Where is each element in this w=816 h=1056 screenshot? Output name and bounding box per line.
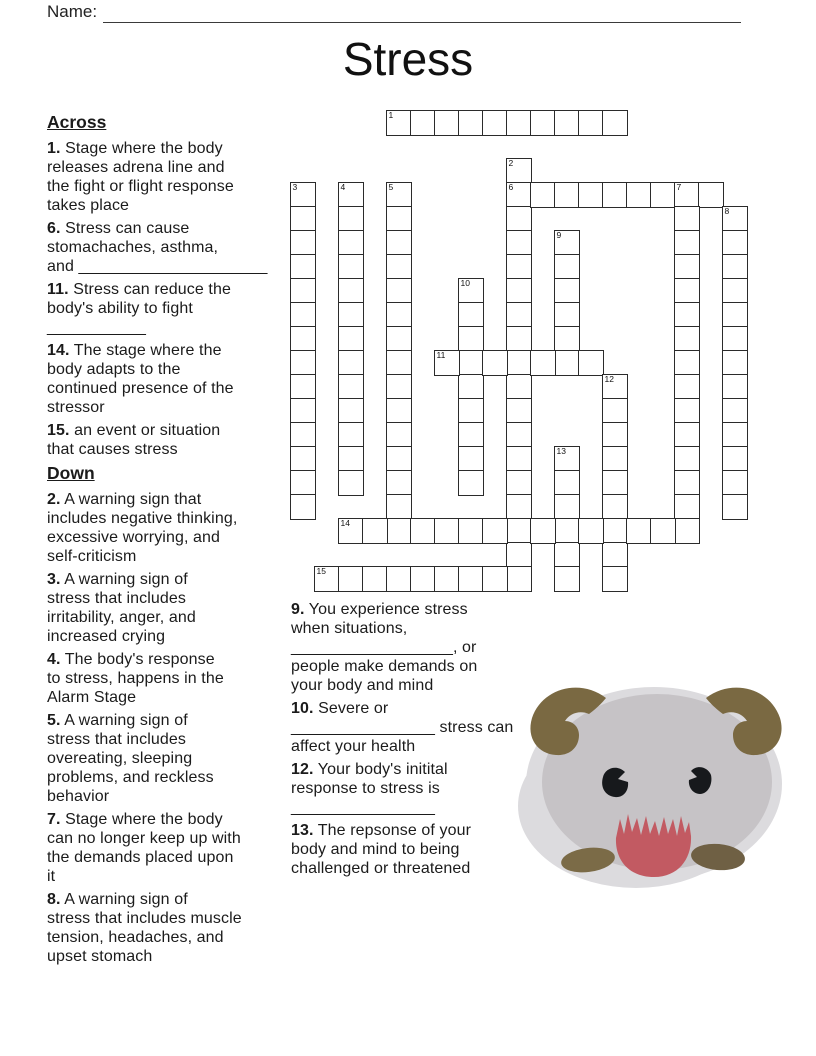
grid-cell[interactable] (482, 110, 508, 136)
grid-cell[interactable] (386, 350, 412, 376)
grid-cell[interactable] (386, 446, 412, 472)
grid-cell[interactable] (506, 206, 532, 232)
down-clues-list (47, 490, 285, 966)
grid-cell[interactable] (554, 230, 580, 256)
grid-cell[interactable] (458, 470, 484, 496)
clue-13: 13. The repsonse of your body and mind to being challenged or threatened (291, 822, 471, 877)
clue-3: 3. A warning sign of stress that includes irritability, anger, and increased crying (47, 571, 196, 645)
grid-cell[interactable] (290, 254, 316, 280)
grid-cell[interactable] (506, 302, 532, 328)
clue-8: 8. A warning sign of stress that includes muscle tension, headaches, and upset stomach (47, 891, 242, 965)
grid-cell[interactable] (458, 566, 484, 592)
grid-cell[interactable] (410, 518, 436, 544)
grid-cell[interactable] (290, 326, 316, 352)
grid-cell[interactable] (722, 326, 748, 352)
grid-cell[interactable] (338, 470, 364, 496)
grid-cell[interactable] (506, 110, 532, 136)
grid-cell[interactable] (554, 518, 580, 544)
clue-14: 14. The stage where the body adapts to the continued presence of the stressor (47, 342, 234, 416)
grid-cell[interactable] (554, 350, 580, 376)
grid-cell[interactable] (338, 374, 364, 400)
grid-cell[interactable] (554, 470, 580, 496)
clue-1: 1. Stage where the body releases adrena line and the fight or flight response takes place (47, 140, 234, 214)
grid-cell[interactable] (722, 254, 748, 280)
grid-cell[interactable] (458, 302, 484, 328)
clue-number: 11. (47, 281, 69, 298)
grid-cell[interactable] (362, 566, 388, 592)
grid-cell[interactable] (434, 110, 460, 136)
down-header: Down (47, 463, 95, 483)
grid-cell[interactable] (386, 398, 412, 424)
grid-cell[interactable] (362, 518, 388, 544)
clue-number: 6. (47, 220, 61, 237)
grid-cell[interactable] (386, 518, 412, 544)
grid-cell[interactable] (386, 326, 412, 352)
grid-cell[interactable] (578, 518, 604, 544)
clue-15: 15. an event or situation that causes stress (47, 422, 221, 458)
grid-cell[interactable] (722, 350, 748, 376)
clue-11: 11. Stress can reduce the body's ability to fight ___________ (47, 281, 231, 336)
grid-cell[interactable] (338, 518, 364, 544)
clue-number: 2. (47, 491, 61, 508)
grid-cell[interactable] (410, 566, 436, 592)
grid-cell[interactable] (506, 278, 532, 304)
grid-cell[interactable] (722, 374, 748, 400)
clues-right-column (291, 600, 523, 882)
clue-number: 5. (47, 712, 61, 729)
grid-cell[interactable] (290, 350, 316, 376)
grid-cell[interactable] (410, 110, 436, 136)
grid-cell[interactable] (386, 206, 412, 232)
clue-number: 15. (47, 422, 70, 439)
cell-number: 3 (292, 182, 298, 192)
grid-cell[interactable] (506, 158, 532, 184)
grid-cell[interactable] (602, 494, 628, 520)
grid-cell[interactable] (386, 422, 412, 448)
grid-cell[interactable] (506, 518, 532, 544)
cell-number: 7 (676, 182, 682, 192)
grid-cell[interactable] (290, 494, 316, 520)
grid-cell[interactable] (386, 374, 412, 400)
grid-cell[interactable] (674, 350, 700, 376)
grid-cell[interactable] (554, 542, 580, 568)
grid-cell[interactable] (506, 494, 532, 520)
grid-cell[interactable] (674, 398, 700, 424)
grid-cell[interactable] (578, 350, 604, 376)
clue-7: 7. Stage where the body can no longer keep up with the demands placed upon it (47, 811, 241, 885)
poro-left-eye-icon (602, 768, 628, 797)
grid-cell[interactable] (674, 470, 700, 496)
grid-cell[interactable] (338, 278, 364, 304)
cell-number: 14 (340, 518, 350, 528)
grid-cell[interactable] (386, 494, 412, 520)
grid-cell[interactable] (674, 494, 700, 520)
grid-cell[interactable] (458, 350, 484, 376)
grid-cell[interactable] (338, 446, 364, 472)
grid-cell[interactable] (674, 326, 700, 352)
grid-cell[interactable] (386, 302, 412, 328)
grid-cell[interactable] (338, 182, 364, 208)
clue-number: 8. (47, 891, 61, 908)
grid-cell[interactable] (338, 206, 364, 232)
grid-cell[interactable] (458, 518, 484, 544)
grid-cell[interactable] (458, 446, 484, 472)
cell-number: 1 (388, 110, 394, 120)
grid-cell[interactable] (386, 254, 412, 280)
grid-cell[interactable] (506, 566, 532, 592)
grid-cell[interactable] (578, 110, 604, 136)
grid-cell[interactable] (554, 494, 580, 520)
cell-number: 12 (604, 374, 614, 384)
grid-cell[interactable] (554, 278, 580, 304)
grid-cell[interactable] (722, 206, 748, 232)
grid-cell[interactable] (338, 422, 364, 448)
clue-4: 4. The body's response to stress, happens in the Alarm Stage (47, 651, 224, 706)
grid-cell[interactable] (482, 350, 508, 376)
grid-cell[interactable] (290, 206, 316, 232)
grid-cell[interactable] (290, 470, 316, 496)
clue-number: 14. (47, 342, 70, 359)
grid-cell[interactable] (674, 446, 700, 472)
grid-cell[interactable] (674, 182, 700, 208)
grid-cell[interactable] (506, 254, 532, 280)
grid-cell[interactable] (554, 446, 580, 472)
name-input-line[interactable] (103, 2, 741, 23)
grid-cell[interactable] (674, 206, 700, 232)
down-clues-continued-list (291, 600, 523, 878)
grid-cell[interactable] (386, 182, 412, 208)
grid-cell[interactable] (722, 278, 748, 304)
grid-cell[interactable] (722, 494, 748, 520)
grid-cell[interactable] (434, 350, 460, 376)
grid-cell[interactable] (722, 422, 748, 448)
grid-cell[interactable] (602, 422, 628, 448)
grid-cell[interactable] (338, 230, 364, 256)
grid-cell[interactable] (290, 230, 316, 256)
cell-number: 9 (556, 230, 562, 240)
grid-cell[interactable] (290, 182, 316, 208)
cell-number: 5 (388, 182, 394, 192)
grid-cell[interactable] (482, 566, 508, 592)
grid-cell[interactable] (722, 302, 748, 328)
grid-cell[interactable] (674, 374, 700, 400)
grid-cell[interactable] (314, 566, 340, 592)
cell-number: 11 (436, 350, 446, 360)
grid-cell[interactable] (674, 278, 700, 304)
clue-number: 3. (47, 571, 61, 588)
grid-cell[interactable] (458, 422, 484, 448)
grid-cell[interactable] (602, 374, 628, 400)
grid-cell[interactable] (722, 230, 748, 256)
across-header: Across (47, 112, 107, 132)
clue-number: 7. (47, 811, 61, 828)
grid-cell[interactable] (434, 566, 460, 592)
grid-cell[interactable] (650, 518, 676, 544)
grid-cell[interactable] (674, 422, 700, 448)
cell-number: 13 (556, 446, 566, 456)
grid-cell[interactable] (506, 326, 532, 352)
clue-6: 6. Stress can cause stomachaches, asthma, and _____________________ (47, 220, 268, 275)
grid-cell[interactable] (554, 566, 580, 592)
grid-cell[interactable] (506, 470, 532, 496)
cell-number: 6 (508, 182, 514, 192)
poro-mascot-image (516, 666, 796, 896)
grid-cell[interactable] (458, 398, 484, 424)
grid-cell[interactable] (386, 470, 412, 496)
grid-cell[interactable] (386, 278, 412, 304)
cell-number: 15 (316, 566, 326, 576)
clue-number: 9. (291, 601, 305, 618)
grid-cell[interactable] (554, 182, 580, 208)
grid-cell[interactable] (602, 182, 628, 208)
clue-9: 9. You experience stress when situations, __________________, or people make demands on your body and mind (291, 601, 478, 694)
grid-cell[interactable] (602, 446, 628, 472)
grid-cell[interactable] (386, 566, 412, 592)
grid-cell[interactable] (506, 230, 532, 256)
grid-cell[interactable] (530, 350, 556, 376)
grid-cell[interactable] (290, 278, 316, 304)
grid-cell[interactable] (386, 110, 412, 136)
grid-cell[interactable] (602, 110, 628, 136)
grid-cell[interactable] (698, 182, 724, 208)
grid-cell[interactable] (434, 518, 460, 544)
grid-cell[interactable] (674, 230, 700, 256)
clue-2: 2. A warning sign that includes negative thinking, excessive worrying, and self-criticism (47, 491, 238, 565)
grid-cell[interactable] (290, 374, 316, 400)
grid-cell[interactable] (290, 446, 316, 472)
grid-cell[interactable] (506, 446, 532, 472)
cell-number: 8 (724, 206, 730, 216)
grid-cell[interactable] (578, 182, 604, 208)
grid-cell[interactable] (602, 398, 628, 424)
grid-cell[interactable] (338, 326, 364, 352)
grid-cell[interactable] (674, 302, 700, 328)
grid-cell[interactable] (458, 326, 484, 352)
grid-cell[interactable] (722, 446, 748, 472)
grid-cell[interactable] (554, 326, 580, 352)
clue-number: 13. (291, 822, 314, 839)
grid-cell[interactable] (554, 302, 580, 328)
grid-cell[interactable] (602, 470, 628, 496)
grid-cell[interactable] (626, 518, 652, 544)
grid-cell[interactable] (506, 398, 532, 424)
grid-cell[interactable] (506, 542, 532, 568)
clues-left-column (47, 112, 285, 970)
grid-cell[interactable] (338, 350, 364, 376)
grid-cell[interactable] (458, 278, 484, 304)
name-label: Name: (47, 2, 98, 21)
puzzle-title: Stress (342, 33, 474, 85)
clue-5: 5. A warning sign of stress that includes overeating, sleeping problems, and reckless behavior (47, 712, 214, 805)
grid-cell[interactable] (458, 110, 484, 136)
grid-cell[interactable] (554, 110, 580, 136)
grid-cell[interactable] (554, 254, 580, 280)
grid-cell[interactable] (482, 518, 508, 544)
clue-number: 12. (291, 761, 314, 778)
grid-cell[interactable] (506, 350, 532, 376)
cell-number: 2 (508, 158, 514, 168)
clue-number: 1. (47, 140, 61, 157)
grid-cell[interactable] (650, 182, 676, 208)
grid-cell[interactable] (290, 302, 316, 328)
clue-number: 10. (291, 700, 314, 717)
cell-number: 4 (340, 182, 346, 192)
grid-cell[interactable] (530, 110, 556, 136)
grid-cell[interactable] (290, 398, 316, 424)
grid-cell[interactable] (674, 518, 700, 544)
clue-12: 12. Your body's initital response to stress is ________________ (291, 761, 448, 816)
clue-number: 4. (47, 651, 61, 668)
grid-cell[interactable] (458, 374, 484, 400)
grid-cell[interactable] (530, 518, 556, 544)
grid-cell[interactable] (602, 518, 628, 544)
across-clues-list (47, 139, 285, 459)
grid-cell[interactable] (602, 566, 628, 592)
cell-number: 10 (460, 278, 470, 288)
grid-cell[interactable] (674, 254, 700, 280)
grid-cell[interactable] (722, 470, 748, 496)
grid-cell[interactable] (626, 182, 652, 208)
grid-cell[interactable] (506, 182, 532, 208)
grid-cell[interactable] (338, 398, 364, 424)
grid-cell[interactable] (506, 422, 532, 448)
grid-cell[interactable] (602, 542, 628, 568)
grid-cell[interactable] (386, 230, 412, 256)
grid-cell[interactable] (338, 566, 364, 592)
grid-cell[interactable] (722, 398, 748, 424)
grid-cell[interactable] (506, 374, 532, 400)
grid-cell[interactable] (530, 182, 556, 208)
grid-cell[interactable] (338, 302, 364, 328)
grid-cell[interactable] (290, 422, 316, 448)
clue-10: 10. Severe or ________________ stress can affect your health (291, 700, 514, 755)
grid-cell[interactable] (338, 254, 364, 280)
